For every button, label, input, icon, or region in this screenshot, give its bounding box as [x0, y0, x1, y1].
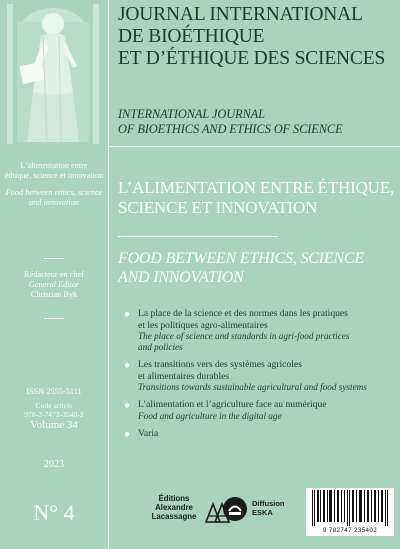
contents-list [124, 308, 394, 445]
journal-subtitle [118, 107, 398, 137]
publisher-line: Éditions [158, 494, 190, 503]
theme-en-line: FOOD BETWEEN ETHICS, SCIENCE [118, 250, 364, 267]
distributor-line: Diffusion [252, 499, 285, 508]
left-theme-fr-line: éthique, science et innovation [4, 171, 104, 180]
eska-emblem-icon [222, 496, 248, 522]
horizontal-divider [109, 146, 400, 147]
issue-text: N° 4 [33, 500, 75, 525]
left-divider [44, 258, 64, 259]
code-label: Code article [35, 401, 73, 410]
barcode [306, 488, 394, 536]
left-divider [44, 318, 64, 319]
item-en: and policies [138, 342, 183, 352]
left-theme-fr [0, 161, 108, 181]
editor-label-en: General Editor [28, 280, 80, 289]
contents-item [124, 308, 394, 353]
contents-item [124, 359, 394, 393]
distributor-name [252, 499, 285, 517]
bullet-icon: ● [124, 360, 131, 371]
item-en: Food and agriculture in the digital age [138, 410, 282, 421]
theme-en-line: AND INNOVATION [118, 269, 244, 286]
publisher-name [148, 494, 200, 521]
journal-title-line: JOURNAL INTERNATIONAL [118, 4, 363, 25]
statue-illustration [3, 2, 103, 148]
code-value: 978-2-7472-3540-2 [24, 410, 84, 419]
left-theme-en-line: Food between ethics, science [5, 188, 103, 197]
journal-subtitle-line: INTERNATIONAL JOURNAL [118, 107, 265, 121]
barcode-digits: 9 782747 235402 [322, 527, 378, 534]
editor-label: Rédacteur en chef [24, 270, 84, 279]
item-fr: et les politiques agro-alimentaires [138, 319, 268, 331]
left-column [0, 0, 108, 549]
item-fr: L’alimentation et l’agriculture face au numérique [138, 399, 327, 410]
publisher-line: Alexandre [155, 503, 193, 512]
item-fr: Varia [138, 427, 159, 439]
theme-fr-line: L’ALIMENTATION ENTRE ÉTHIQUE, [118, 178, 394, 197]
editor-block [0, 270, 108, 300]
left-theme-fr-line: L’alimentation entre [20, 161, 88, 170]
issn-text: ISSN 2555-5111 [26, 387, 82, 396]
editor-name: Christian Byk [30, 290, 78, 299]
journal-title-line: ET D’ÉTHIQUE DES SCIENCES [118, 48, 386, 69]
issue-number [0, 501, 108, 525]
publisher-line: Lacassagne [151, 512, 197, 521]
item-fr: et alimentaires durables [138, 370, 230, 382]
distributor-line: ESKA [252, 508, 273, 517]
item-en: Transitions towards sustainable agricultural and food systems [138, 382, 367, 392]
year [0, 460, 108, 470]
theme-fr-line: SCIENCE ET INNOVATION [118, 198, 318, 217]
left-theme-en [0, 188, 108, 208]
distributor-logo [222, 496, 285, 536]
bullet-icon: ● [124, 428, 131, 440]
journal-title-line: DE BIOÉTHIQUE [118, 26, 265, 47]
contents-item [124, 399, 394, 422]
contents-item [124, 428, 394, 440]
journal-title [118, 4, 398, 70]
theme-title-fr [118, 178, 398, 218]
item-fr: La place de la science et des normes dans les pratiques [138, 308, 348, 319]
theme-divider [118, 236, 278, 237]
vertical-divider [108, 0, 109, 549]
item-en: The place of science and standards in agri-food practices [138, 331, 350, 341]
code-article [0, 401, 108, 419]
theme-title-en [118, 249, 398, 287]
issn [0, 387, 108, 397]
volume [0, 419, 108, 432]
year-text: 2023 [44, 459, 64, 470]
left-theme-en-line: and innovation [28, 198, 79, 207]
volume-text: Volume 34 [30, 419, 78, 431]
bullet-icon: ● [124, 309, 131, 320]
barcode-bars-icon [306, 490, 394, 528]
bullet-icon: ● [124, 400, 131, 411]
item-fr: Les transitions vers des systèmes agricoles [138, 359, 302, 370]
journal-subtitle-line: OF BIOETHICS AND ETHICS OF SCIENCE [118, 122, 343, 136]
